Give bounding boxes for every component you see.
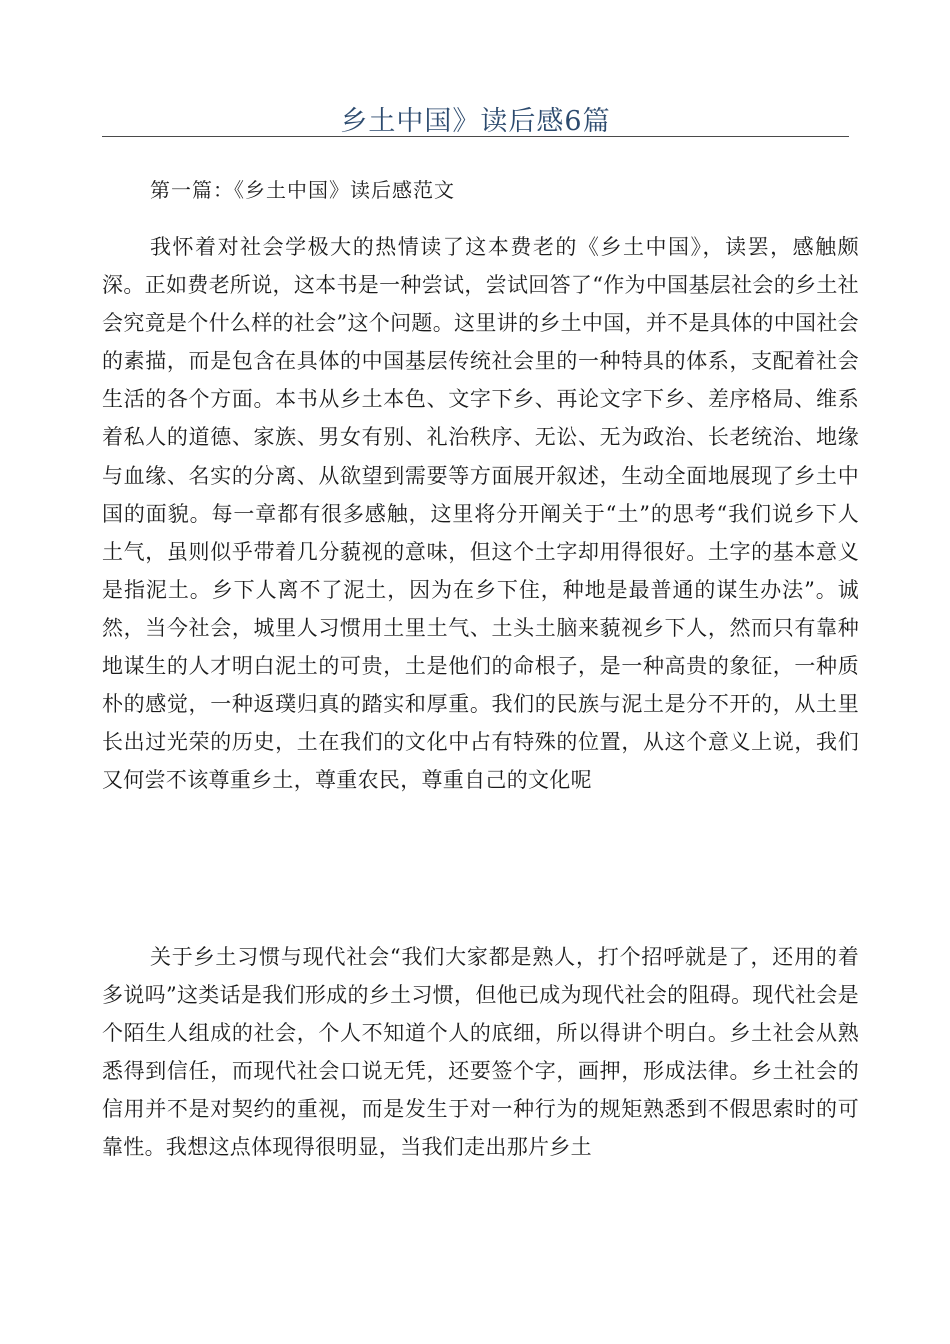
- title-divider: [102, 136, 849, 137]
- body-paragraph-2: 关于乡土习惯与现代社会“我们大家都是熟人，打个招呼就是了，还用的着多说吗”这类话是我们形成的乡土习惯，但他已成为现代社会的阻碍。现代社会是个陌生人组成的社会，个人不知道个人的底细，所以得讲个明白。乡土社会从熟悉得到信任，而现代社会口说无凭，还要签个字，画押，形成法律。乡土社会的信用并不是对契约的重视，而是发生于对一种行为的规矩熟悉到不假思索时的可靠性。我想这点体现得很明显，当我们走出那片乡土: [102, 945, 859, 1160]
- body-paragraph-1: 我怀着对社会学极大的热情读了这本费老的《乡土中国》，读罢，感触颇深。正如费老所说，这本书是一种尝试，尝试回答了“作为中国基层社会的乡土社会究竟是个什么样的社会”这个问题。这里讲的乡土中国，并不是具体的中国社会的素描，而是包含在具体的中国基层传统社会里的一种特具的体系，支配着社会生活的各个方面。本书从乡土本色、文字下乡、再论文字下乡、差序格局、维系着私人的道德、家族、男女有别、礼治秩序、无讼、无为政治、长老统治、地缘与血缘、名实的分离、从欲望到需要等方面展开叙述，生动全面地展现了乡土中国的面貌。每一章都有很多感触，这里将分开阐关于“土”的思考“我们说乡下人土气，虽则似乎带着几分藐视的意味，但这个土字却用得很好。土字的基本意义是指泥土。乡下人离不了泥土，因为在乡下住，种地是最普通的谋生办法”。诚然，当今社会，城里人习惯用土里土气、土头土脑来藐视乡下人，然而只有靠种地谋生的人才明白泥土的可贵，土是他们的命根子，是一种高贵的象征，一种质朴的感觉，一种返璞归真的踏实和厚重。我们的民族与泥土是分不开的，从土里长出过光荣的历史，土在我们的文化中占有特殊的位置，从这个意义上说，我们又何尝不该尊重乡土，尊重农民，尊重自己的文化呢: [102, 235, 859, 793]
- section-heading: 第一篇：《乡土中国》读后感范文: [150, 178, 455, 202]
- document-title: 乡土中国》读后感6篇: [340, 106, 611, 137]
